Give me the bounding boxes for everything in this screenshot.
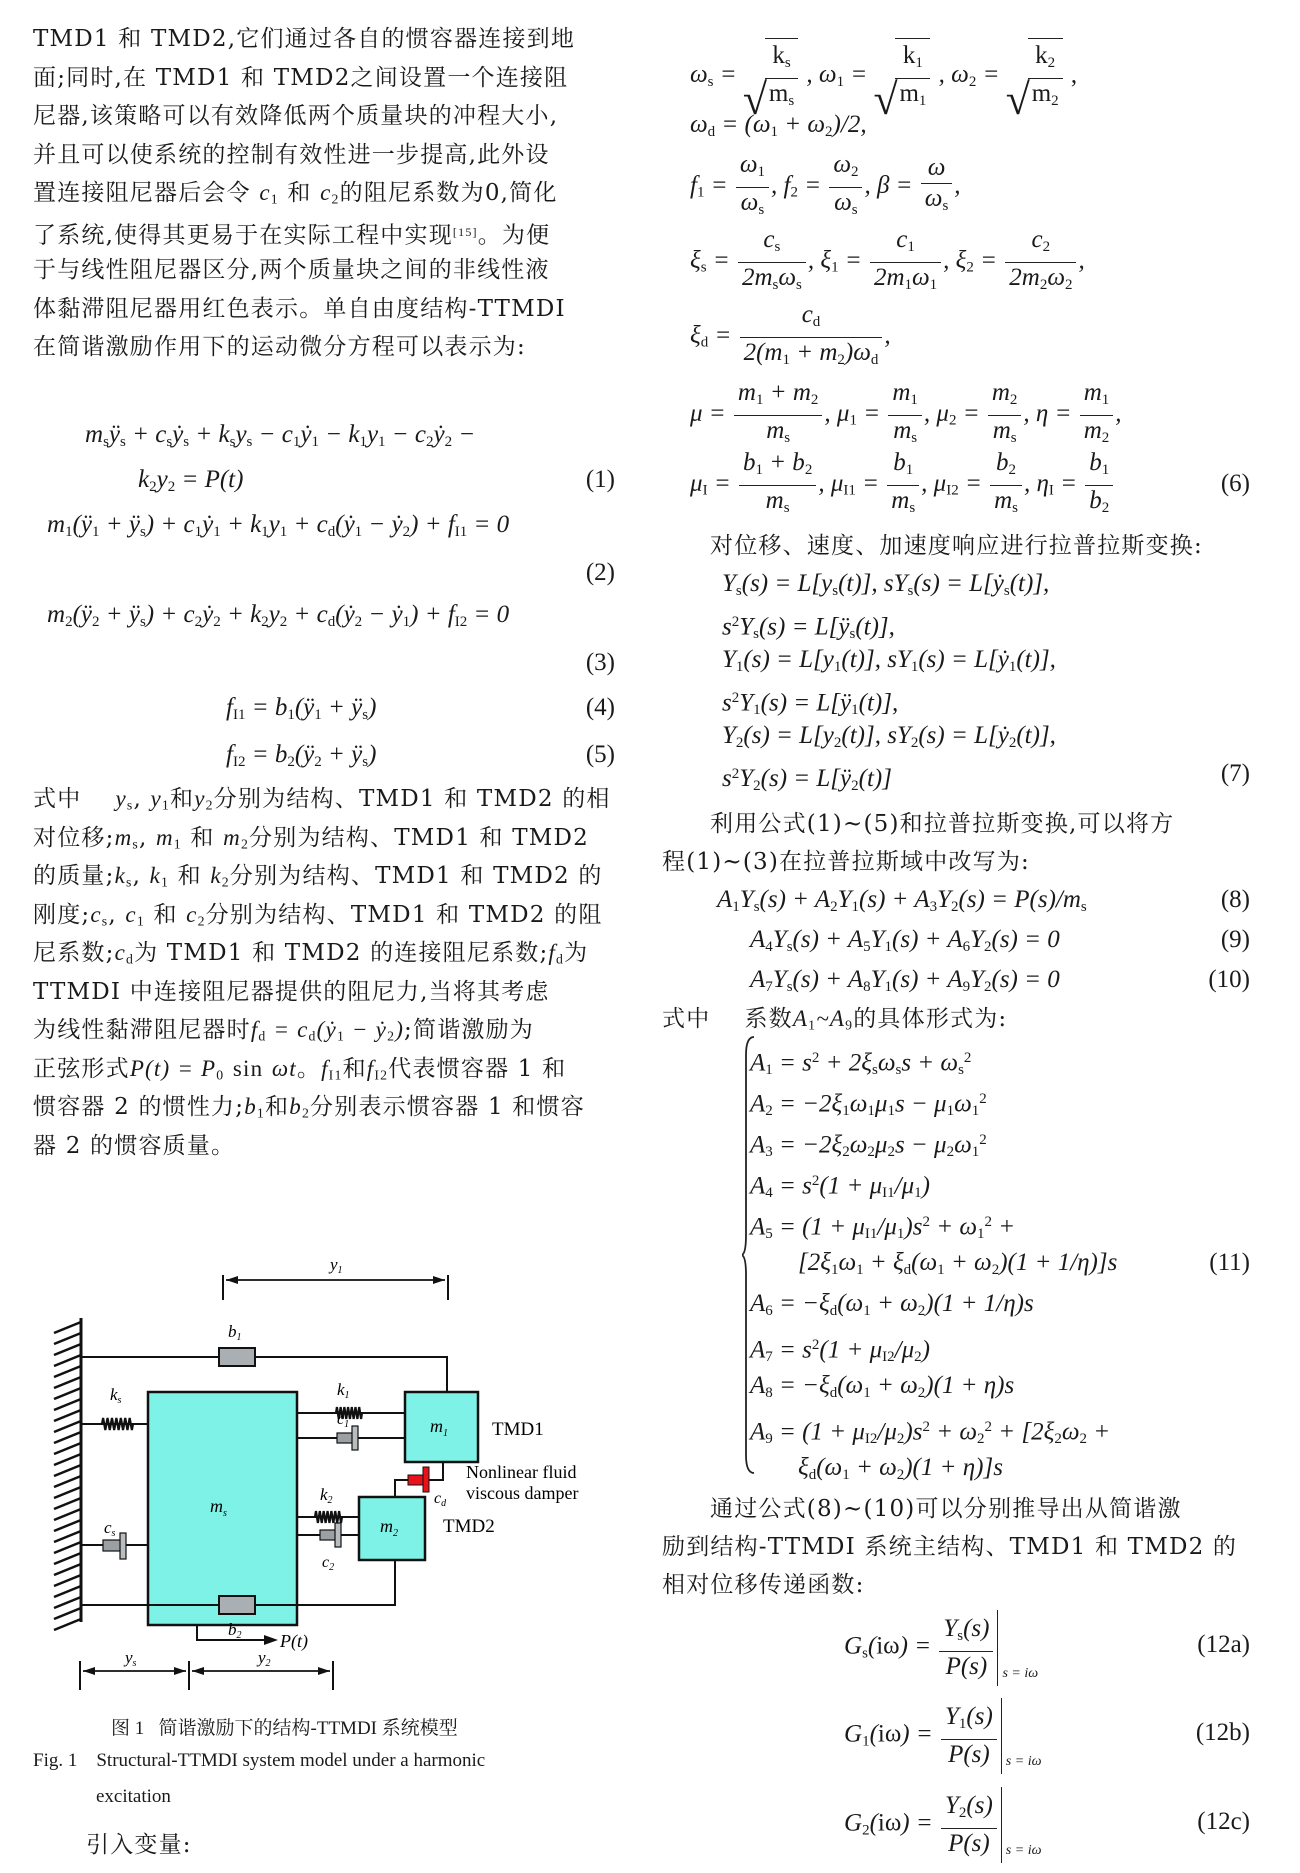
symbol-c1: $c_1$ bbox=[259, 180, 279, 207]
hatch-line bbox=[54, 1366, 81, 1377]
hatch-line bbox=[54, 1333, 81, 1344]
hatch-line bbox=[54, 1498, 81, 1509]
label-tmd2: TMD2 bbox=[443, 1516, 495, 1537]
hatch-line bbox=[54, 1575, 81, 1586]
text-line: 于与线性阻尼器区分,两个质量块之间的非线性液 bbox=[33, 257, 550, 283]
transfer-text-3: 相对位移传递函数: bbox=[662, 1572, 865, 1598]
svg-text:k2: k2 bbox=[320, 1485, 333, 1506]
svg-text:ys: ys bbox=[125, 1648, 137, 1669]
svg-text:m1: $m_1$ bbox=[430, 1416, 448, 1439]
laplace-intro: 对位移、速度、加速度响应进行拉普拉斯变换: bbox=[710, 533, 1203, 559]
transfer-function-g1: $G_1(i\omega)$ = $\frac{Y_1(s)}{P(s)}$ s = iω (12b) bbox=[662, 1693, 1250, 1778]
equation-3-number: (3) bbox=[585, 649, 615, 676]
svg-text:k1: k1 bbox=[337, 1380, 350, 1401]
equation-8: $A_1Y_s(s) + A_2Y_1(s) + A_3Y_2(s) = P(s)/m_s$ (8) bbox=[717, 886, 1250, 915]
transfer-function-g2: $G_2(i\omega)$ = $\frac{Y_2(s)}{P(s)}$ s = iω (12c) bbox=[662, 1782, 1250, 1867]
svg-text:viscous damper: viscous damper bbox=[466, 1483, 579, 1503]
svg-text:cs: cs bbox=[104, 1518, 116, 1539]
hatch-line bbox=[54, 1619, 81, 1630]
hatch-line bbox=[54, 1355, 81, 1366]
hatch-line bbox=[54, 1410, 81, 1421]
dimension-y1 bbox=[223, 1255, 448, 1300]
svg-text:y2: y2 bbox=[258, 1648, 271, 1669]
svg-text:b2: b2 bbox=[228, 1620, 242, 1641]
hatch-line bbox=[54, 1509, 81, 1520]
damper-c2 bbox=[297, 1523, 359, 1573]
left-brace bbox=[742, 1035, 756, 1475]
force-arrow bbox=[197, 1625, 308, 1652]
hatch-line bbox=[54, 1421, 81, 1432]
figure-caption-cn: 图 1 简谐激励下的结构-TTMDI 系统模型 bbox=[111, 1718, 458, 1739]
symbol-explanation: 式中 $y_s$, $y_1$和$y_2$分别为结构、TMD1 和 TMD2 的相 对位移$;m_s$, $m_1$ 和 $m_2$分别为结构、TMD1 和 TMD2 的质量$;k_s$, $k_1$ 和 $k_2$分别为结构、TMD1 和 TMD2 的 刚度$;c_s$, $c_1$ 和 $c_2$分别为结构、TMD1 和 TMD2 的阻 尼系数$;c_d$为 TMD1 和 TMD2 的连接阻尼系数$;f_d$为 TTMDI 中连接阻尼器提供的阻尼力,当将其考虑 为线性黏滞阻尼器时$f_d$ = $c_d(ẏ_1$ − ẏ$_2$);简谐激励为 正弦形式$P(t) = P_0$ sin ωt。$f_{I1}$和$f_{I2}$代表惯容器 1 和 惯容器 2 的惯性力$;b_1$和$b_2$分别表示惯容器 1 和惯容 器 2 的惯容质量。 bbox=[33, 786, 611, 1159]
transfer-text-2: 励到结构-TTMDI 系统主结构、TMD1 和 TMD2 的 bbox=[662, 1534, 1238, 1560]
equation-2-number: (2) bbox=[585, 559, 615, 586]
spring-ks bbox=[81, 1385, 148, 1430]
hatch-line bbox=[54, 1608, 81, 1619]
rewrite-text-2: 程(1)~(3)在拉普拉斯域中改写为: bbox=[662, 849, 1030, 875]
omega-definitions: $\omega_s$ = √ $\frac{k_s}{m_s}$ , $\omega_1$ = √ $\frac{k_1}{m_1}$ , $\omega_2$ = √ $\frac{k_2}{m_2}$ , bbox=[690, 38, 1077, 98]
svg-text:ks: ks bbox=[110, 1385, 122, 1406]
coefficient-system: $A_1 = s^2 + 2\xi_s\omega_ss + \omega_s^2$ $A_2 = -2\xi_1\omega_1\mu_1s - \mu_1\omega_1^2$ $A_3 = -2\xi_2\omega_2\mu_2s - \mu_2\omega_1^2$ $A_4 = s^2(1 + \mu_{I1}/\mu_1)$ $A_5 = (1 + \mu_{I1}/\mu_1)s^2 + \omega_1^2$ + $[2\xi_1\omega_1 + \xi_d(\omega_1 + \omega_2)(1 + 1/\eta)]s$ (11) $A_6 = -\xi_d(\omega_1 + \omega_2)(1 + 1/\eta)s$ $A_7 = s^2(1 + \mu_{I2}/\mu_2)$ $A_8 = -\xi_d(\omega_1 + \omega_2)(1 + \eta)s$ $A_9 = (1 + \mu_{I2}/\mu_2)s^2 + \omega_2^2 + [2\xi_2\omega_2$ + $\xi_d(\omega_1 + \omega_2)(1 + \eta)]s$ bbox=[750, 1049, 1250, 1483]
equation-3: $m_2(ÿ_2$ + $ÿ_s$) + $c_2ẏ_2 + k_2y_2$ + $c_d(ẏ_2$ − ẏ$_1$) + $f_{I2} = 0$ bbox=[47, 601, 510, 630]
laplace-transforms: $Y_s(s) = L[y_s(t)]$, $sY_s(s)$ = L[ẏ$_s$(t)], $s^2Y_s(s)$ = $L[ÿ_s(t)]$, $Y_1(s) = L[y_1(t)]$, $sY_1(s)$ = L[ẏ$_1$(t)], $s^2Y_1(s)$ = $L[ÿ_1(t)]$, $Y_2(s) = L[y_2(t)]$, $sY_2(s)$ = L[ẏ$_2$(t)], $s^2Y_2(s)$ = $L[ÿ_2(t)]$ (7) bbox=[722, 570, 1250, 794]
coefficient-intro: 式中 系数$A_1\sim A_9$的具体形式为: bbox=[662, 1006, 1008, 1033]
dimension-ys-y2 bbox=[80, 1648, 333, 1690]
equation-1-line-2: $k_2y_2 = P(t)$ (1) bbox=[33, 460, 615, 500]
svg-text:c1: c1 bbox=[337, 1411, 350, 1430]
figure-caption-en: Fig. 1 Structural-TTMDI system model under a harmonic bbox=[33, 1750, 486, 1771]
hatch-line bbox=[54, 1564, 81, 1575]
equation-9: $A_4Y_s(s) + A_5Y_1(s) + A_6Y_2(s) = 0$ (9) bbox=[750, 926, 1250, 955]
transfer-text-1: 通过公式(8)~(10)可以分别推导出从简谐激 bbox=[710, 1496, 1182, 1522]
hatch-line bbox=[54, 1520, 81, 1531]
svg-text:b1: b1 bbox=[228, 1322, 242, 1343]
spring-k1 bbox=[297, 1380, 405, 1419]
equation-5: $f_{I2}$ = $b_2(ÿ_2$ + $ÿ_s$) (5) bbox=[226, 741, 615, 770]
spring-k2 bbox=[297, 1485, 359, 1523]
symbol-c2: $c_2$ bbox=[320, 180, 340, 207]
hatch-line bbox=[54, 1586, 81, 1597]
text-line: 置连接阻尼器后会令 $c_1$ 和 $c_2$的阻尼系数为0,简化 bbox=[33, 180, 558, 207]
intro-paragraph bbox=[33, 20, 615, 367]
text-line: 尼器,该策略可以有效降低两个质量块的冲程大小, bbox=[33, 103, 559, 129]
label-ms: $m_s$ bbox=[210, 1496, 227, 1519]
hatch-line bbox=[54, 1487, 81, 1498]
transfer-function-gs: $G_s(i\omega)$ = $\frac{Y_s(s)}{P(s)}$ s = iω (12a) bbox=[662, 1605, 1250, 1690]
equation-number: (6) bbox=[1220, 470, 1250, 497]
equation-1-line-1: $m_sÿ_s$ + $c_sẏ_s + k_sy_s$ − $c_1ẏ_1 - k_1y_1$ − $c_2ẏ_2$ − bbox=[85, 421, 476, 450]
damping-ratios: $\xi_s$ = $\frac{c_s}{2m_s\omega_s}$ , $\xi_1$ = $\frac{c_1}{2m_1\omega_1}$ , $\xi_2$ = $\frac{c_2}{2m_2\omega_2}$ , bbox=[690, 226, 1085, 293]
text-line: 面;同时,在 TMD1 和 TMD2之间设置一个连接阻 bbox=[33, 64, 569, 91]
label-y1: y1 bbox=[330, 1255, 343, 1276]
hatch-line bbox=[54, 1443, 81, 1454]
hatch-line bbox=[54, 1597, 81, 1608]
hatch-line bbox=[54, 1377, 81, 1388]
figure-1-diagram bbox=[33, 1250, 623, 1700]
hatch-line bbox=[54, 1344, 81, 1355]
svg-text:c2: c2 bbox=[322, 1554, 335, 1573]
rewrite-text-1: 利用公式(1)~(5)和拉普拉斯变换,可以将方 bbox=[710, 811, 1175, 837]
svg-text:Nonlinear fluid: Nonlinear fluid bbox=[466, 1462, 577, 1482]
hatch-line bbox=[54, 1388, 81, 1399]
omega-d-definition: $\omega_d = (\omega_1 + \omega_2)/2$, bbox=[690, 111, 867, 140]
text-line: 在简谐激励作用下的运动微分方程可以表示为: bbox=[33, 334, 526, 360]
figure-caption-en-cont: excitation bbox=[96, 1786, 171, 1807]
hatch-line bbox=[54, 1322, 81, 1333]
intro-variables-text: 引入变量: bbox=[86, 1832, 192, 1858]
damper-cs bbox=[81, 1518, 148, 1559]
text-line: 体黏滞阻尼器用红色表示。单自由度结构-TTMDI bbox=[33, 295, 566, 322]
svg-text:cd: cd bbox=[434, 1490, 447, 1509]
hatch-line bbox=[54, 1476, 81, 1487]
equation-4: $f_{I1}$ = $b_1(ÿ_1$ + $ÿ_s$) (4) bbox=[226, 694, 615, 723]
citation[interactable]: [15] bbox=[452, 224, 478, 239]
frequency-ratios: $f_1$ = $\frac{\omega_1}{\omega_s}$ , $f_2$ = $\frac{\omega_2}{\omega_s}$ , β = $\frac{\omega}{\omega_s}$ , bbox=[690, 151, 961, 218]
equation-10: $A_7Y_s(s) + A_8Y_1(s) + A_9Y_2(s) = 0$ (10) bbox=[750, 966, 1250, 995]
inertance-ratios: $\mu_I$ = $\frac{b_1 + b_2}{m_s}$ , $\mu_{I1}$ = $\frac{b_1}{m_s}$ , $\mu_{I2}$ = $\frac{b_2}{m_s}$ , $\eta_I$ = $\frac{b_1}{b_2}$ (6) bbox=[690, 449, 1250, 516]
hatch-line bbox=[54, 1465, 81, 1476]
mass-ratios: μ = $\frac{m_1 + m_2}{m_s}$ , $\mu_1$ = $\frac{m_1}{m_s}$ , $\mu_2$ = $\frac{m_2}{m_s}$ , η = $\frac{m_1}{m_2}$ , bbox=[690, 379, 1122, 446]
damping-ratio-d: $\xi_d$ = $\frac{c_d}{2(m_1 + m_2)\omega_d}$ , bbox=[690, 301, 891, 368]
equation-2: $m_1(ÿ_1$ + $ÿ_s$) + $c_1ẏ_1 + k_1y_1$ + $c_d(ẏ_1$ − ẏ$_2$) + $f_{I1} = 0$ bbox=[47, 511, 510, 540]
hatch-line bbox=[54, 1531, 81, 1542]
svg-text:m2: $m_2$ bbox=[380, 1516, 398, 1539]
equation-number: (1) bbox=[585, 466, 615, 493]
label-tmd1: TMD1 bbox=[492, 1419, 544, 1440]
text-line: TMD1 和 TMD2,它们通过各自的惯容器连接到地 bbox=[33, 26, 576, 52]
svg-text:P(t): P(t) bbox=[280, 1631, 308, 1651]
hatch-line bbox=[54, 1399, 81, 1410]
hatch-line bbox=[54, 1553, 81, 1564]
hatch-line bbox=[54, 1432, 81, 1443]
text-line: 并且可以使系统的控制有效性进一步提高,此外设 bbox=[33, 141, 550, 168]
hatch-line bbox=[54, 1542, 81, 1553]
ground-wall bbox=[54, 1318, 81, 1630]
inerter-b1 bbox=[81, 1322, 447, 1393]
text-line: 了系统,使得其更易于在实际工程中实现[15]。为便 bbox=[33, 222, 551, 249]
hatch-line bbox=[54, 1454, 81, 1465]
